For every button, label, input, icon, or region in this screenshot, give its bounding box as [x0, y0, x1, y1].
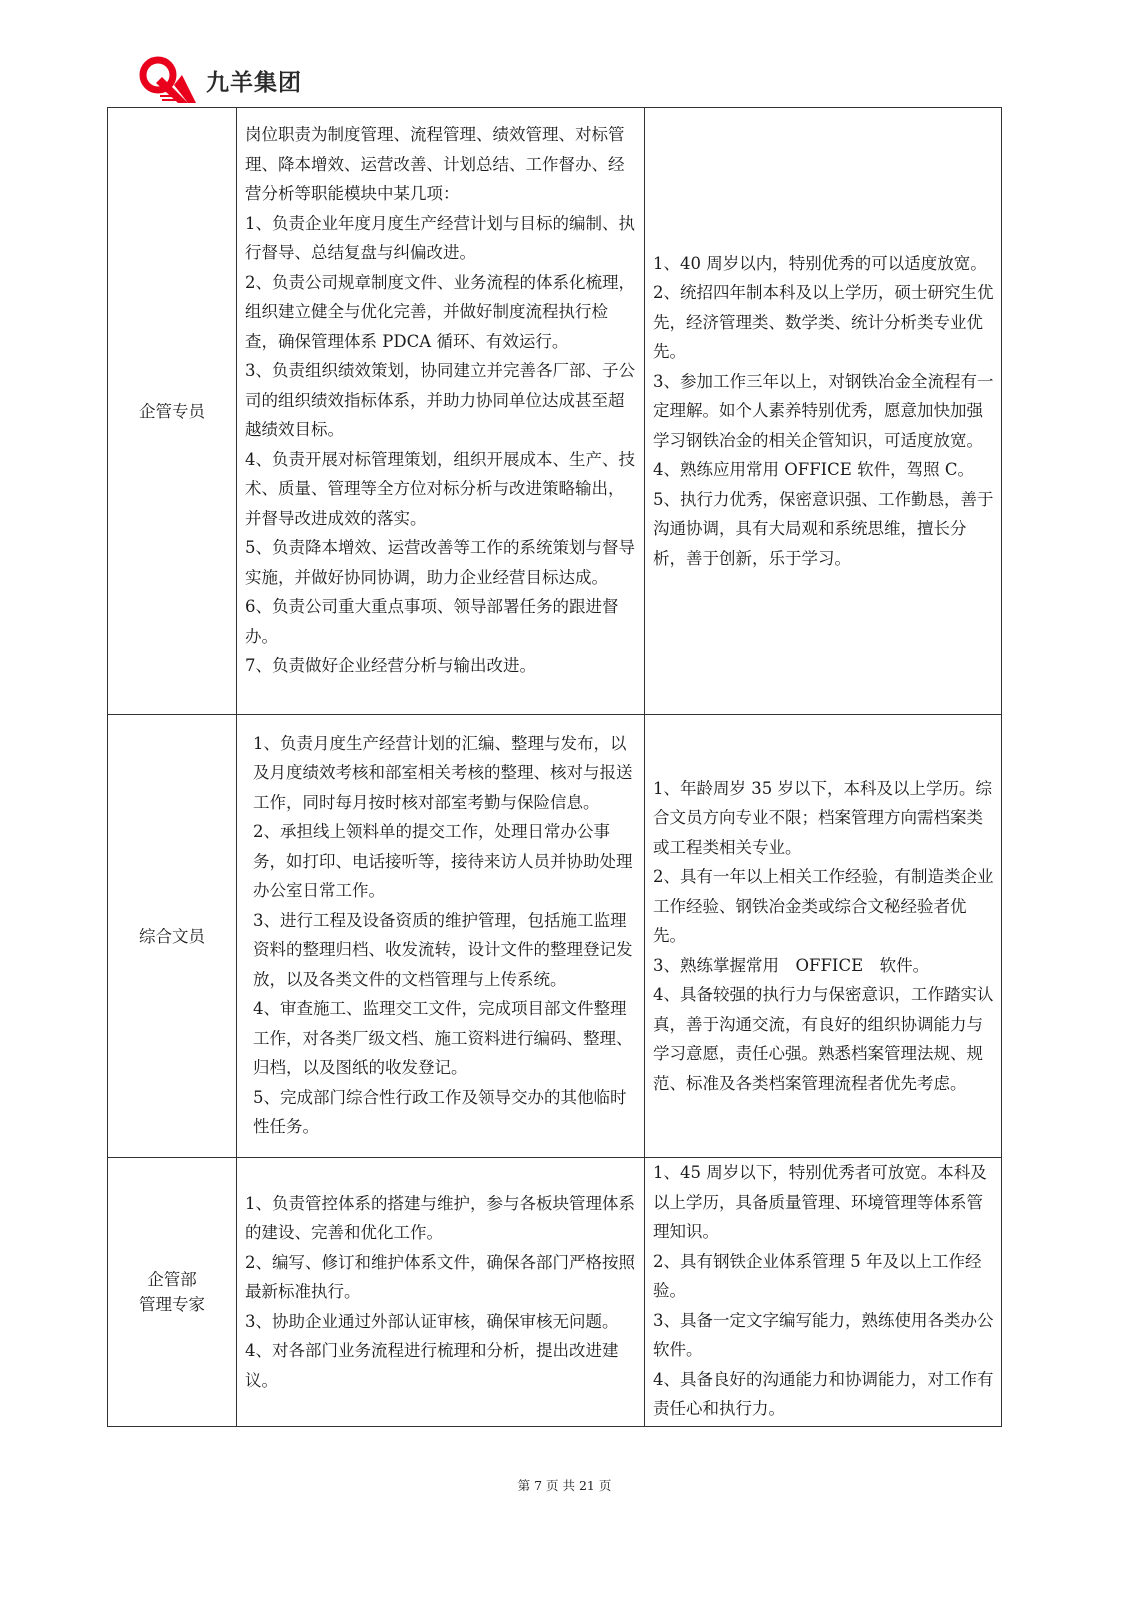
requirement-item: 4、具备良好的沟通能力和协调能力，对工作有责任心和执行力。: [653, 1369, 994, 1418]
duty-item: 1、负责月度生产经营计划的汇编、整理与发布，以及月度绩效考核和部室相关考核的整理、核对与报送工作，同时每月按时核对部室考勤与保险信息。: [253, 733, 633, 812]
position-title: 企管专员: [139, 401, 205, 421]
position-title: 综合文员: [139, 926, 205, 946]
requirement-item: 4、具备较强的执行力与保密意识，工作踏实认真，善于沟通交流，有良好的组织协调能力与学习意愿，责任心强。熟悉档案管理法规、规范、标准及各类档案管理流程者优先考虑。: [653, 985, 994, 1093]
duty-item: 3、进行工程及设备资质的维护管理，包括施工监理资料的整理归档、收发流转，设计文件的整理登记发放，以及各类文件的文档管理与上传系统。: [253, 910, 633, 989]
requirements-cell: [645, 108, 1002, 715]
table-row: [108, 108, 1002, 715]
requirement-item: 1、40 周岁以内，特别优秀的可以适度放宽。: [653, 253, 987, 273]
requirement-item: 1、年龄周岁 35 岁以下，本科及以上学历。综合文员方向专业不限；档案管理方向需档案类或工程类相关专业。: [653, 778, 992, 857]
table-row: [108, 715, 1002, 1158]
company-logo: [138, 52, 302, 108]
duties-cell: [237, 1158, 645, 1427]
company-name: 九羊集团: [206, 69, 302, 96]
duty-item: 7、负责做好企业经营分析与输出改进。: [245, 656, 536, 675]
requirement-item: 5、执行力优秀，保密意识强、工作勤恳，善于沟通协调，具有大局观和系统思维，擅长分析，善于创新，乐于学习。: [653, 489, 994, 568]
duty-item: 4、负责开展对标管理策划，组织开展成本、生产、技术、质量、管理等全方位对标分析与改进策略输出，并督导改进成效的落实。: [245, 449, 635, 528]
position-cell: [108, 108, 237, 715]
jiuyang-logo-icon: [138, 55, 200, 105]
duty-item: 5、完成部门综合性行政工作及领导交办的其他临时性任务。: [253, 1087, 627, 1136]
duty-item: 1、负责企业年度月度生产经营计划与目标的编制、执行督导、总结复盘与纠偏改进。: [245, 213, 635, 262]
requirements-cell: [645, 1158, 1002, 1427]
requirements-cell: [645, 715, 1002, 1158]
duty-item: 岗位职责为制度管理、流程管理、绩效管理、对标管理、降本增效、运营改善、计划总结、工作督办、经营分析等职能模块中某几项：: [245, 125, 625, 203]
requirement-item: 3、参加工作三年以上，对钢铁冶金全流程有一定理解。如个人素养特别优秀，愿意加快加强学习钢铁冶金的相关企管知识，可适度放宽。: [653, 371, 994, 450]
requirement-item: 2、具有一年以上相关工作经验，有制造类企业工作经验、钢铁冶金类或综合文秘经验者优先。: [653, 867, 994, 946]
duty-item: 2、编写、修订和维护体系文件，确保各部门严格按照最新标准执行。: [245, 1252, 635, 1301]
page-header: [138, 44, 998, 108]
requirement-item: 2、统招四年制本科及以上学历，硕士研究生优先，经济管理类、数学类、统计分析类专业优先。: [653, 283, 994, 362]
duty-item: 1、负责管控体系的搭建与维护，参与各板块管理体系的建设、完善和优化工作。: [245, 1193, 635, 1242]
job-table-body: [108, 108, 1002, 1427]
duties-cell: [237, 715, 645, 1158]
duty-item: 2、负责公司规章制度文件、业务流程的体系化梳理，组织建立健全与优化完善，并做好制度流程执行检查，确保管理体系 PDCA 循环、有效运行。: [245, 272, 635, 351]
table-row: [108, 1158, 1002, 1427]
duty-item: 2、承担线上领料单的提交工作，处理日常办公事务，如打印、电话接听等，接待来访人员并协助处理办公室日常工作。: [253, 822, 633, 900]
requirement-item: 3、熟练掌握常用 OFFICE 软件。: [653, 955, 930, 975]
duty-item: 5、负责降本增效、运营改善等工作的系统策划与督导实施，并做好协同协调，助力企业经营目标达成。: [245, 538, 635, 587]
duty-item: 3、负责组织绩效策划，协同建立并完善各厂部、子公司的组织绩效指标体系，并助力协同单位达成甚至超越绩效目标。: [245, 361, 635, 439]
position-title: 企管部: [147, 1269, 197, 1289]
position-cell: [108, 1158, 237, 1427]
page-footer: 第 7 页 共 21 页: [517, 1478, 612, 1493]
duty-item: 6、负责公司重大重点事项、领导部署任务的跟进督办。: [245, 597, 619, 646]
job-table: [107, 107, 1002, 1427]
requirement-item: 2、具有钢铁企业体系管理 5 年及以上工作经验。: [653, 1251, 982, 1300]
requirement-item: 3、具备一定文字编写能力，熟练使用各类办公软件。: [653, 1310, 994, 1359]
duties-cell: [237, 108, 645, 715]
duty-item: 4、审查施工、监理交工文件，完成项目部文件整理工作，对各类厂级文档、施工资料进行编码、整理、归档，以及图纸的收发登记。: [253, 999, 633, 1077]
requirement-item: 4、熟练应用常用 OFFICE 软件，驾照 C。: [653, 460, 974, 480]
duty-item: 3、协助企业通过外部认证审核，确保审核无问题。: [245, 1311, 619, 1331]
requirement-item: 1、45 周岁以下，特别优秀者可放宽。本科及以上学历，具备质量管理、环境管理等体系管理知识。: [653, 1163, 987, 1241]
position-title: 管理专家: [139, 1294, 205, 1314]
position-cell: [108, 715, 237, 1158]
duty-item: 4、对各部门业务流程进行梳理和分析，提出改进建议。: [245, 1341, 619, 1390]
